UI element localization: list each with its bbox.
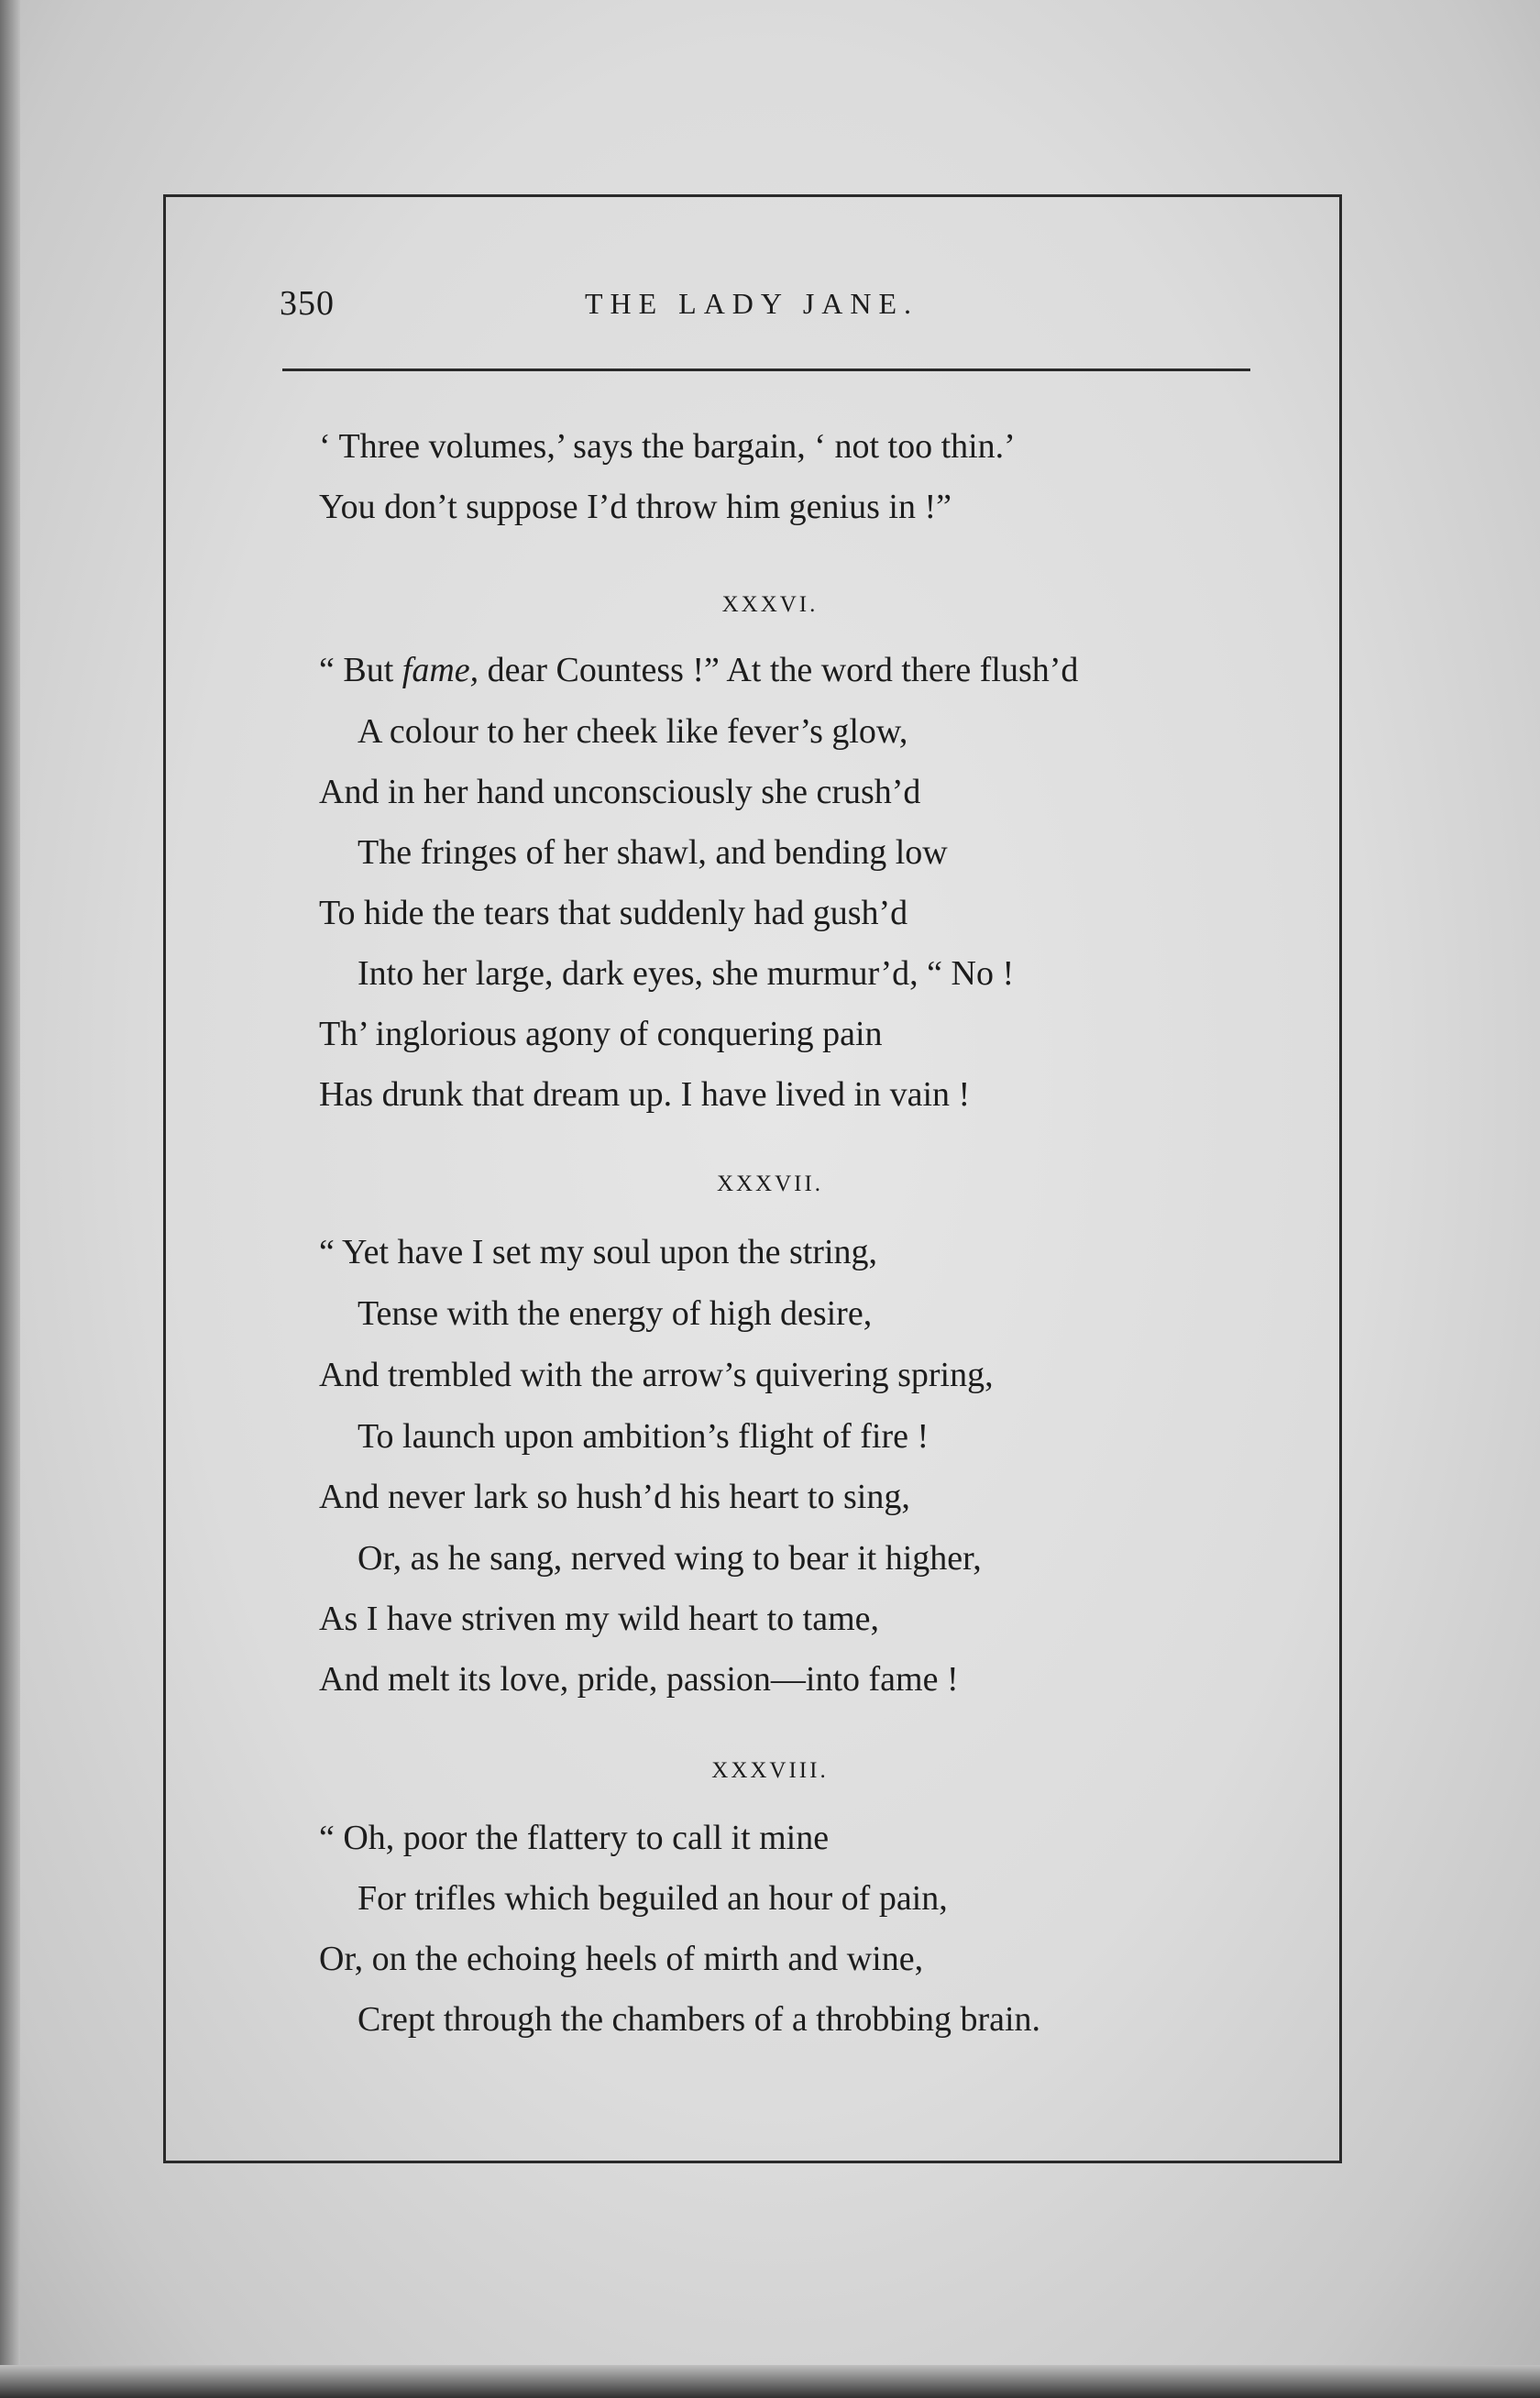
verse-line: A colour to her cheek like fever’s glow, (358, 712, 908, 751)
verse-line (319, 647, 1078, 693)
verse-line: And in her hand unconsciously she crush’d (319, 773, 921, 811)
page-number: 350 (280, 284, 335, 323)
verse-line: You don’t suppose I’d throw him genius in !” (319, 488, 952, 526)
binding-shadow (0, 0, 20, 2398)
stanza-number: XXXVI. (721, 592, 819, 617)
verse-line: Or, as he sang, nerved wing to bear it higher, (358, 1539, 982, 1578)
verse-line: To hide the tears that suddenly had gush’d (319, 894, 908, 932)
verse-line: Th’ inglorious agony of conquering pain (319, 1015, 883, 1053)
verse-text: dear Countess !” At the word there flush’d (478, 651, 1079, 689)
stanza-number: XXXVIII. (711, 1758, 829, 1783)
verse-line: To launch upon ambition’s flight of fire ! (358, 1417, 930, 1456)
bottom-page-edge (0, 2365, 1540, 2398)
verse-line: As I have striven my wild heart to tame, (319, 1600, 880, 1638)
verse-line: For trifles which beguiled an hour of pain, (358, 1879, 948, 1918)
verse-line: And never lark so hush’d his heart to sing, (319, 1478, 910, 1516)
verse-line: ‘ Three volumes,’ says the bargain, ‘ not too thin.’ (319, 427, 1016, 466)
stanza-number: XXXVII. (716, 1172, 824, 1196)
verse-text: “ But (319, 651, 402, 689)
verse-line: “ Oh, poor the flattery to call it mine (319, 1819, 830, 1857)
verse-line: Or, on the echoing heels of mirth and wine, (319, 1940, 924, 1978)
verse-line: And melt its love, pride, passion—into fame ! (319, 1660, 959, 1699)
verse-line: And trembled with the arrow’s quivering spring, (319, 1356, 994, 1394)
header-rule (282, 368, 1250, 371)
verse-line: “ Yet have I set my soul upon the string, (319, 1233, 878, 1271)
running-title: THE LADY JANE. (584, 287, 919, 320)
verse-line: The fringes of her shawl, and bending low (358, 833, 948, 872)
verse-line: Into her large, dark eyes, she murmur’d, “ No ! (358, 954, 1015, 993)
verse-line: Tense with the energy of high desire, (358, 1294, 873, 1333)
italic-word: fame, (402, 651, 479, 689)
verse-line: Has drunk that dream up. I have lived in vain ! (319, 1075, 971, 1114)
verse-line: Crept through the chambers of a throbbing brain. (358, 2000, 1041, 2039)
